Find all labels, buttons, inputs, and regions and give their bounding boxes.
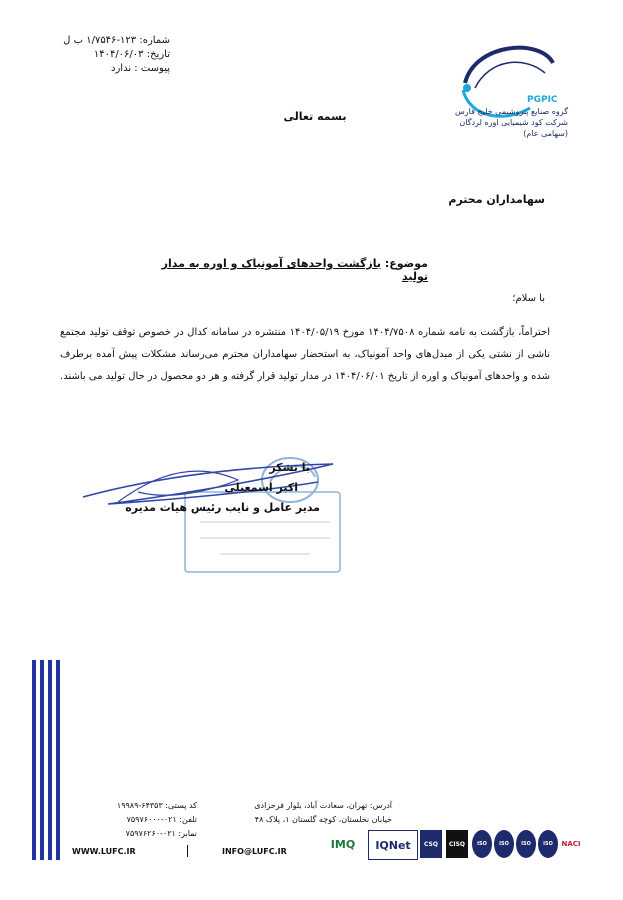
subject-label: موضوع: bbox=[384, 257, 428, 270]
signature-block bbox=[60, 458, 320, 518]
postal-value: ۶۴۳۵۳-۱۹۹۸۹ bbox=[116, 801, 163, 810]
logo-text-block bbox=[440, 106, 568, 139]
cert-naci-badge: NACI bbox=[561, 840, 581, 848]
signature-name: اکبر اسمعیلی bbox=[224, 481, 298, 494]
signature-closing: با تشکر bbox=[269, 461, 310, 474]
signature-title: مدیر عامل و نایب رئیس هیات مدیره bbox=[125, 501, 320, 514]
cert-csq-badge: CSQ bbox=[420, 830, 442, 858]
address-block bbox=[222, 799, 392, 827]
postal-label: کد پستی: bbox=[165, 801, 197, 810]
letter-heading: بسمه تعالی bbox=[283, 110, 347, 123]
address-label: آدرس: bbox=[369, 801, 392, 810]
recipient-line: سهامداران محترم bbox=[448, 193, 545, 206]
cert-iso-badge-1: ISO bbox=[472, 830, 492, 858]
fax-label: نمابر: bbox=[178, 829, 197, 838]
subject-line bbox=[150, 257, 428, 283]
subject-text: بازگشت واحدهای آمونیاک و اوره به مدار تولید bbox=[161, 257, 428, 283]
cert-imq-badge: IMQ bbox=[330, 837, 356, 851]
letter-meta bbox=[40, 34, 170, 76]
decorative-bars bbox=[30, 660, 62, 860]
footer-divider bbox=[187, 845, 188, 857]
cert-iso-badge-4: ISO bbox=[538, 830, 558, 858]
website-link[interactable]: WWW.LUFC.IR bbox=[72, 847, 136, 856]
letter-body: احتراماً، بازگشت به نامه شماره ۱۴۰۴/۷۵۰۸ مورخ ۱۴۰۴/۰۵/۱۹ منتشره در سامانه کدال در خصوص توقف تولید مجتمع ناشی از نشتی یکی از مبدل‌های واحد آمونیاک، به استحضار سهامداران محترم می‌رساند مشکلات پیش آمده برطرف شده و واحدهای آمونیاک و اوره از تاریخ ۱۴۰۴/۰۶/۰۱ در مدار تولید قرار گرفته و هر دو محصول در حال تولید می باشند. bbox=[60, 327, 550, 382]
letter-number: شماره: ۱۲۳-۱/۷۵۴۶ ب ل bbox=[63, 35, 170, 46]
logo-org-line: گروه صنایع پتروشیمی خلیج فارس bbox=[455, 107, 568, 116]
cert-iso-badge-3: ISO bbox=[516, 830, 536, 858]
cert-iso-badge-2: ISO bbox=[494, 830, 514, 858]
logo-company-type: (سهامی عام) bbox=[523, 129, 568, 138]
address-line-1: تهران، سعادت آباد، بلوار فرحزادی bbox=[254, 801, 368, 810]
letter-date: تاریخ: ۱۴۰۴/۰۶/۰۳ bbox=[93, 49, 170, 60]
logo-pgpic-text: PGPIC bbox=[527, 95, 558, 105]
email-link[interactable]: INFO@LUFC.IR bbox=[222, 847, 287, 856]
phone-value: ۰۲۱-۷۵۹۷۶۰۰۰ bbox=[126, 815, 177, 824]
address-line-2: خیابان نخلستان، کوچه گلستان ۱، پلاک ۴۸ bbox=[254, 815, 392, 824]
cert-iqnet-badge: IQNet bbox=[368, 830, 418, 860]
certification-strip bbox=[320, 830, 580, 864]
fax-value: ۰۲۱-۷۵۹۷۶۲۶۰ bbox=[125, 829, 176, 838]
contact-block bbox=[72, 799, 197, 841]
letter-attachment: پیوست : ندارد bbox=[111, 63, 170, 74]
logo-company-name: شرکت کود شیمیایی اوره لردگان bbox=[459, 118, 568, 127]
cert-cisq-badge: CISQ bbox=[446, 830, 468, 858]
phone-label: تلفن: bbox=[179, 815, 197, 824]
greeting: با سلام؛ bbox=[512, 293, 545, 304]
